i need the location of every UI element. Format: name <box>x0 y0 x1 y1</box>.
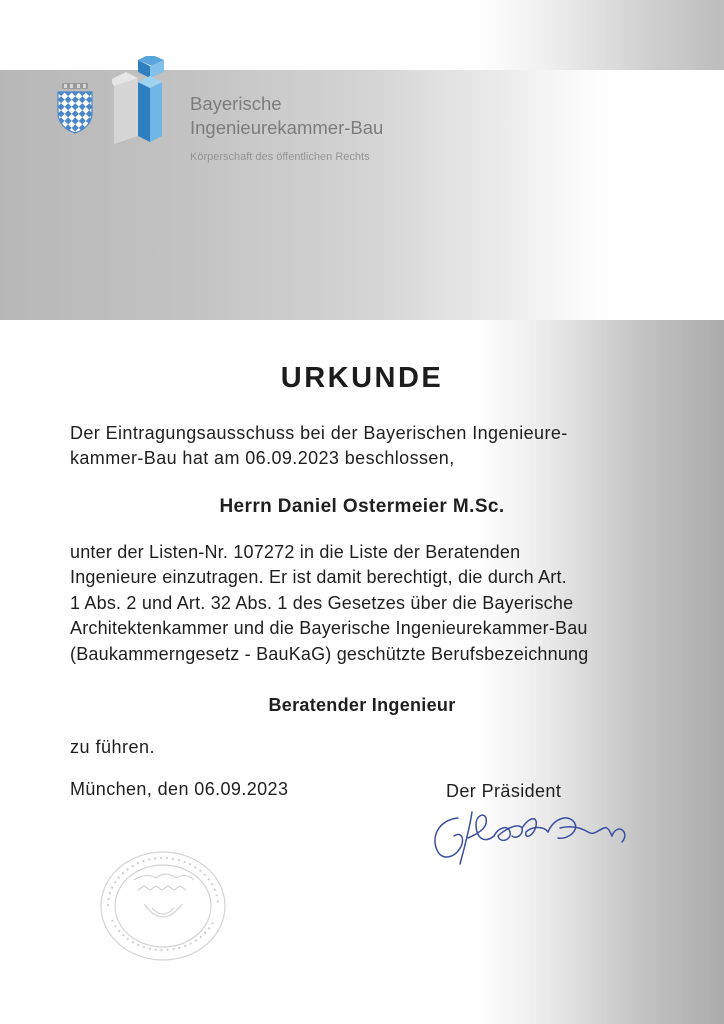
organization-subtitle: Körperschaft des öffentlichen Rechts <box>190 151 370 163</box>
organization-name-line1: Bayerische <box>190 93 282 114</box>
place-and-date: München, den 06.09.2023 <box>70 779 289 799</box>
closing-text: zu führen. <box>70 737 156 757</box>
organization-name <box>190 92 383 140</box>
professional-designation: Beratender Ingenieur <box>268 695 456 715</box>
body-line: 1 Abs. 2 und Art. 32 Abs. 1 des Gesetzes über die Bayerische <box>70 592 574 613</box>
intro-line: Der Eintragungsausschuss bei der Bayerischen Ingenieure- <box>70 423 568 443</box>
signatory-title: Der Präsident <box>446 781 562 801</box>
ingenieurekammer-i-logo-icon <box>112 56 170 148</box>
body-line: (Baukammerngesetz - BauKaG) geschützte Berufsbezeichnung <box>70 643 589 664</box>
recipient-name: Herrn Daniel Ostermeier M.Sc. <box>219 496 505 517</box>
bavarian-coat-of-arms-icon <box>54 82 96 134</box>
intro-line: kammer-Bau hat am 06.09.2023 beschlossen, <box>70 448 455 469</box>
intro-paragraph <box>70 421 568 472</box>
top-paper-strip <box>0 0 724 70</box>
certificate-title: URKUNDE <box>280 362 444 394</box>
body-paragraph <box>70 540 588 667</box>
body-line: Architektenkammer und die Bayerische Ingenieurekammer-Bau <box>70 618 588 639</box>
embossed-seal-icon <box>94 846 232 966</box>
body-line: unter der Listen-Nr. 107272 in die Liste der Beratenden <box>70 542 521 562</box>
body-line: Ingenieure einzutragen. Er ist damit berechtigt, die durch Art. <box>70 567 567 588</box>
handwritten-signature-icon <box>428 804 638 868</box>
organization-name-line2: Ingenieurekammer-Bau <box>190 117 384 138</box>
